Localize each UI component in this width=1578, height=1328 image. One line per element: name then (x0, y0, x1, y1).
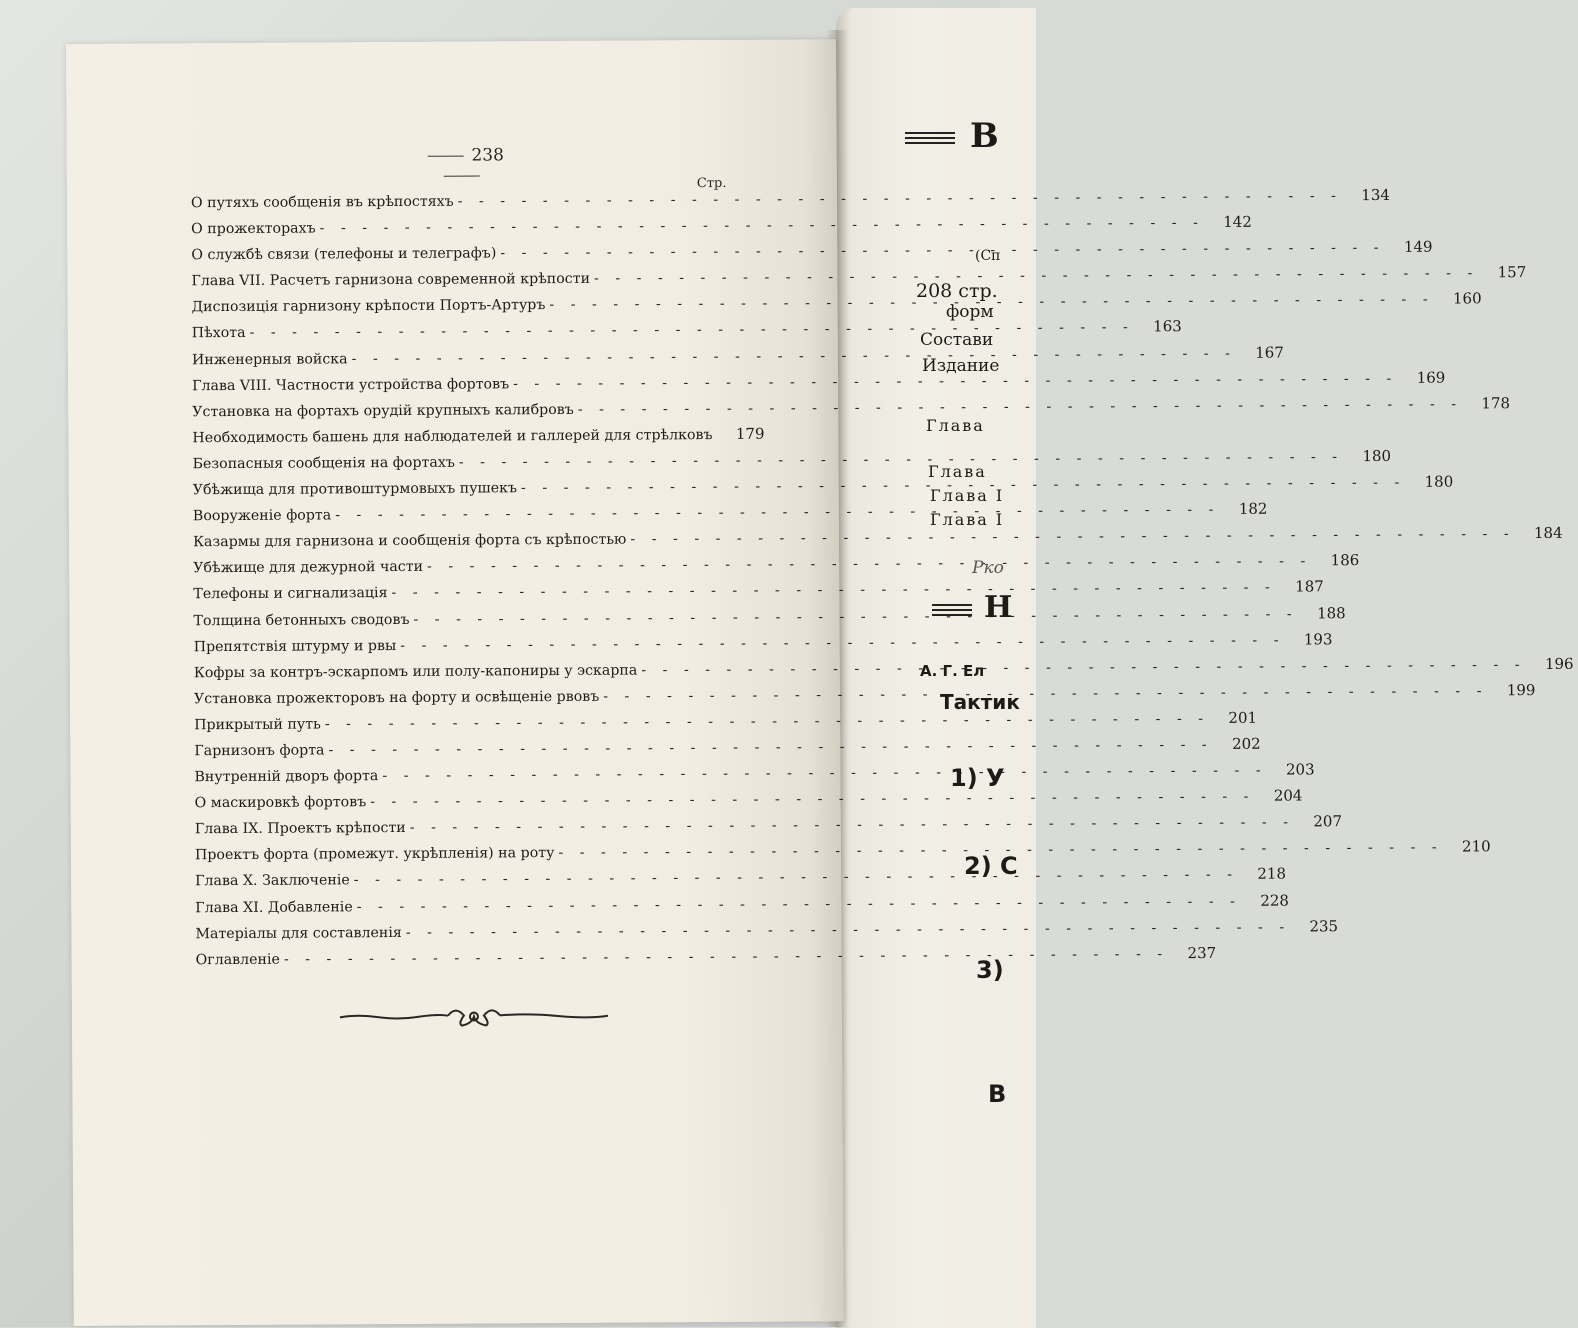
toc-entry-title: Инженерныя войска (192, 351, 348, 368)
toc-entry-page: 149 (1389, 238, 1433, 256)
toc-entry (191, 216, 757, 246)
right-item-1: 1) У (950, 764, 1005, 792)
right-glava-3: Глава I (930, 486, 1004, 505)
toc-dot-leader (391, 580, 1275, 601)
toc-entry-title: О службѣ связи (телефоны и телеграфъ) (191, 246, 496, 264)
toc-entry (191, 268, 757, 298)
right-glava-2: Глава (928, 462, 987, 481)
toc-entry-page: 142 (1208, 213, 1252, 231)
toc-entry-page: 201 (1213, 709, 1257, 727)
right-author: А. Г. Ел (920, 662, 984, 680)
right-subtitle: Тактик (940, 690, 1020, 714)
toc-entry-page: 167 (1240, 343, 1284, 361)
toc-entry-title: Препятствія штурму и рвы (194, 638, 397, 655)
toc-dot-leader (594, 266, 1478, 287)
toc-entry-title: Телефоны и сигнализація (193, 585, 387, 602)
right-glava-1: Глава (926, 416, 985, 435)
toc-entry (195, 842, 761, 872)
right-item-2: 2) С (964, 852, 1018, 880)
toc-entry-title: Диспозиція гарнизону крѣпости Портъ-Артуръ (192, 297, 546, 315)
toc-entry-title: Установка на фортахъ орудій крупныхъ калибровъ (192, 402, 574, 420)
toc-dot-leader (335, 502, 1219, 523)
toc-entry-title: О путяхъ сообщенія въ крѣпостяхъ (191, 194, 454, 212)
toc-dot-leader (578, 396, 1462, 417)
toc-entry-title: Проектъ форта (промежут. укрѣпленія) на роту (195, 845, 555, 863)
right-heading-2: Н (984, 590, 1012, 625)
left-page (66, 39, 844, 1326)
toc-entry-title: Глава XI. Добавленіе (195, 899, 353, 916)
right-bottom-letter: В (988, 1080, 1006, 1108)
toc-entry-title: О прожекторахъ (191, 221, 316, 238)
right-line-2: форм (946, 302, 994, 322)
toc-entry-title: Толщина бетонныхъ сводовъ (193, 611, 409, 628)
toc-dot-leader (357, 893, 1241, 914)
toc-dot-leader (641, 657, 1525, 678)
toc-entry-title: Убѣжище для дежурной части (193, 559, 423, 576)
toc-dot-leader (459, 449, 1343, 470)
toc-entry-page: 218 (1242, 865, 1286, 883)
toc-entry (194, 686, 760, 716)
toc-entry (191, 190, 757, 220)
right-paren: (Сп (975, 248, 1001, 264)
toc-entry (193, 503, 759, 533)
toc-dot-leader (630, 526, 1514, 547)
toc-entry (195, 790, 761, 820)
toc-entry-title: Внутренній дворъ форта (194, 768, 378, 785)
toc-entry-title: Вооруженіе форта (193, 508, 331, 525)
toc-entry (192, 425, 758, 455)
right-heading-rule-2 (932, 604, 972, 619)
toc-entry-page: 184 (1519, 524, 1563, 542)
page-column-header: Стр. (697, 176, 727, 191)
toc-dot-leader (352, 345, 1236, 366)
toc-entry-page: 235 (1294, 917, 1338, 935)
toc-entry-title: Глава IX. Проектъ крѣпости (195, 820, 406, 837)
toc-entry-page: 202 (1217, 735, 1261, 753)
toc-entry-page: 193 (1288, 630, 1332, 648)
toc-entry-page: 188 (1302, 604, 1346, 622)
toc-entry-page: 199 (1491, 681, 1535, 699)
toc-entry-page: 182 (1223, 500, 1267, 518)
toc-entry-title: Безопасныя сообщенія на фортахъ (193, 455, 455, 473)
toc-entry (194, 659, 760, 689)
ornament-divider (338, 1003, 610, 1031)
toc-entry-page: 179 (720, 425, 764, 443)
right-line-1: 208 стр. (916, 280, 998, 302)
toc-entry-title: Глава VIII. Частности устройства фортовъ (192, 376, 509, 394)
toc-entry-page: 187 (1280, 578, 1324, 596)
right-line-3: Состави (920, 330, 993, 350)
toc-entry-title: Глава X. Заключеніе (195, 873, 350, 890)
toc-entry-page: 196 (1529, 654, 1573, 672)
toc-entry (192, 399, 758, 429)
toc-entry-page: 204 (1258, 787, 1302, 805)
toc-dot-leader (400, 632, 1284, 653)
toc-entry (192, 294, 758, 324)
toc-dot-leader (320, 215, 1204, 236)
toc-entry (192, 320, 758, 350)
toc-entry-title: О маскировкѣ фортовъ (195, 794, 367, 811)
toc-entry-title: Прикрытый путь (194, 716, 321, 733)
toc-entry (191, 242, 757, 272)
toc-entry (194, 738, 760, 768)
toc-entry-page: 207 (1298, 812, 1342, 830)
right-glava-4: Глава I (930, 510, 1004, 529)
toc-entry (196, 946, 762, 976)
right-handwriting: Рко (972, 558, 1004, 578)
toc-entry (194, 633, 760, 663)
toc-entry (195, 868, 761, 898)
toc-entry-title: Матеріалы для составленія (195, 925, 402, 942)
toc-dot-leader (410, 815, 1294, 836)
toc-entry (193, 477, 759, 507)
toc-entry-title: Необходимость башень для наблюдателей и галлерей для стрѣлковъ (192, 427, 712, 446)
toc-entry-title: Оглавленіе (196, 951, 280, 968)
toc-entry-page: 134 (1346, 186, 1390, 204)
toc-entry-title: Гарнизонъ форта (194, 742, 324, 759)
toc-dot-leader (413, 606, 1297, 627)
toc-dot-leader (500, 240, 1384, 261)
toc-entry (195, 816, 761, 846)
toc-dot-leader (325, 711, 1209, 732)
toc-entry-page: 178 (1466, 394, 1510, 412)
toc-entry-page: 157 (1482, 263, 1526, 281)
toc-entry-page: 228 (1245, 891, 1289, 909)
toc-entry-title: Пѣхота (192, 325, 246, 341)
toc-entry (192, 346, 758, 376)
table-of-contents (191, 190, 762, 976)
toc-entry-page: 186 (1315, 551, 1359, 569)
right-heading-rule (905, 132, 955, 147)
toc-dot-leader (427, 554, 1311, 575)
toc-entry (193, 555, 759, 585)
toc-entry-page: 210 (1447, 838, 1491, 856)
toc-entry-page: 163 (1138, 318, 1182, 336)
toc-entry-page: 237 (1172, 944, 1216, 962)
toc-entry-title: Убѣжища для противоштурмовыхъ пушекъ (193, 480, 517, 498)
toc-dot-leader (458, 188, 1342, 209)
right-line-4: Издание (922, 356, 999, 376)
toc-dot-leader (382, 763, 1266, 784)
toc-entry (194, 712, 760, 742)
toc-dot-leader (603, 683, 1487, 704)
page-number: 238 (397, 145, 527, 186)
toc-entry-title: Установка прожекторовъ на форту и освѣщеніе рвовъ (194, 689, 599, 707)
toc-dot-leader (370, 789, 1254, 810)
right-item-3: 3) (976, 956, 1004, 984)
toc-entry (193, 451, 759, 481)
toc-entry-page: 169 (1401, 368, 1445, 386)
toc-entry-page: 180 (1409, 473, 1453, 491)
toc-entry (193, 581, 759, 611)
toc-entry (192, 372, 758, 402)
toc-entry (195, 920, 761, 950)
toc-dot-leader (354, 867, 1238, 888)
toc-entry-page: 203 (1271, 760, 1315, 778)
toc-entry (193, 607, 759, 637)
toc-entry-page: 180 (1347, 447, 1391, 465)
right-heading: В (970, 116, 999, 156)
toc-entry-title: Кофры за контръ-эскарпомъ или полу-капониры у эскарпа (194, 662, 638, 681)
toc-entry-title: Казармы для гарнизона и сообщенія форта съ крѣпостью (193, 532, 626, 551)
toc-dot-leader (328, 737, 1212, 758)
toc-entry (193, 529, 759, 559)
toc-entry-page: 160 (1438, 290, 1482, 308)
toc-dot-leader (406, 919, 1290, 940)
toc-entry (195, 894, 761, 924)
toc-entry (194, 764, 760, 794)
toc-entry-title: Глава VII. Расчетъ гарнизона современной крѣпости (191, 271, 590, 289)
